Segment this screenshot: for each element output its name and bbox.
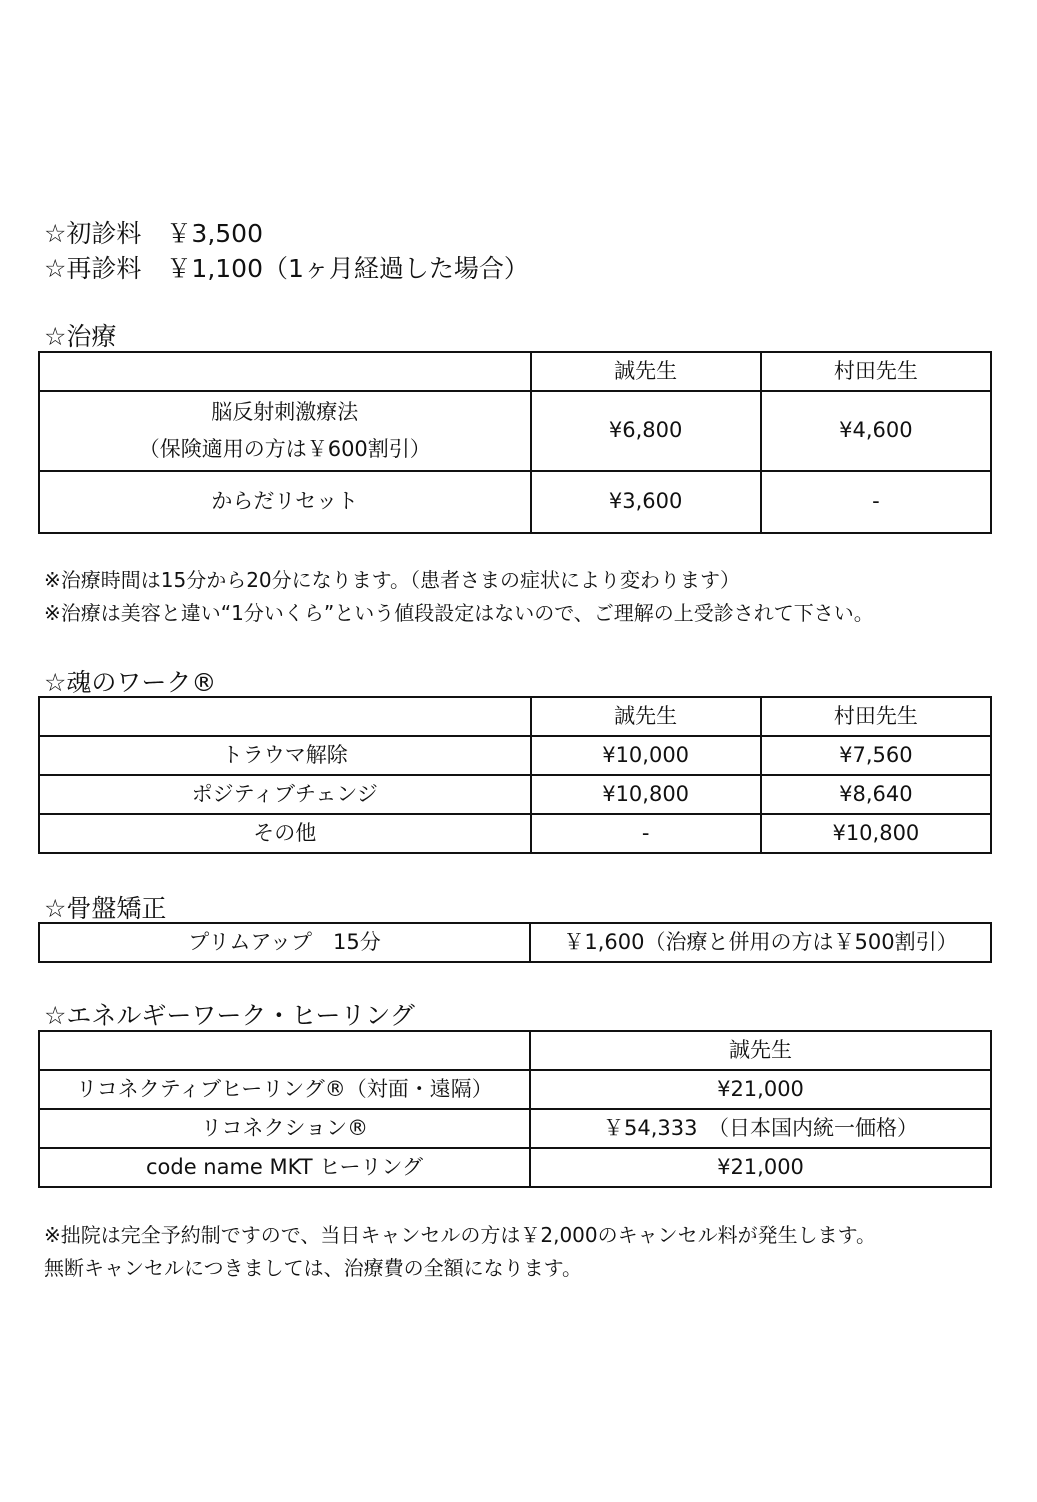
table-row	[39, 391, 991, 471]
energy-name: リコネクション®	[39, 1109, 530, 1148]
header-cell-makoto: 誠先生	[530, 1031, 991, 1070]
table-header-row	[39, 1031, 991, 1070]
soul-work-heading: ☆魂のワーク®	[44, 668, 217, 697]
energy-price: ¥21,000	[530, 1148, 991, 1187]
treatment-name-line2: （保険適用の方は￥600割引）	[138, 437, 431, 461]
energy-price: ￥54,333 （日本国内統一価格）	[530, 1109, 991, 1148]
soul-work-name: その他	[39, 814, 531, 853]
header-cell-murata: 村田先生	[761, 352, 991, 391]
table-header-row	[39, 697, 991, 736]
first-visit-fee: ☆初診料 ￥3,500	[44, 219, 263, 248]
table-row	[39, 471, 991, 533]
table-row	[39, 775, 991, 814]
soul-work-table	[38, 696, 992, 854]
energy-heading: ☆エネルギーワーク・ヒーリング	[44, 1001, 415, 1030]
pelvis-price: ￥1,600（治療と併用の方は￥500割引）	[530, 923, 991, 962]
table-row	[39, 736, 991, 775]
treatment-name-line1: 脳反射刺激療法	[211, 399, 359, 424]
table-row	[39, 1109, 991, 1148]
no-show-note: 無断キャンセルにつきましては、治療費の全額になります。	[44, 1256, 582, 1280]
price-murata: ¥10,800	[761, 814, 991, 853]
pelvis-heading: ☆骨盤矯正	[44, 894, 167, 923]
treatment-table	[38, 351, 992, 534]
treatment-note-2: ※治療は美容と違い“1分いくら”という値段設定はないので、ご理解の上受診されて下さい。	[44, 601, 874, 625]
energy-price: ¥21,000	[530, 1070, 991, 1109]
header-cell-empty	[39, 697, 531, 736]
return-visit-fee: ☆再診料 ￥1,100（1ヶ月経過した場合）	[44, 254, 529, 283]
energy-name: リコネクティブヒーリング®（対面・遠隔）	[39, 1070, 530, 1109]
price-murata: -	[761, 471, 991, 533]
table-row	[39, 814, 991, 853]
treatment-name: からだリセット	[39, 471, 531, 533]
price-murata: ¥7,560	[761, 736, 991, 775]
energy-name: code name MKT ヒーリング	[39, 1148, 530, 1187]
price-murata: ¥8,640	[761, 775, 991, 814]
header-cell-empty	[39, 352, 531, 391]
soul-work-name: ポジティブチェンジ	[39, 775, 531, 814]
pelvis-table	[38, 922, 992, 963]
price-murata: ¥4,600	[761, 391, 991, 471]
treatment-name	[39, 391, 531, 471]
header-cell-makoto: 誠先生	[531, 697, 761, 736]
cancellation-note: ※拙院は完全予約制ですので、当日キャンセルの方は￥2,000のキャンセル料が発生します。	[44, 1223, 877, 1247]
soul-work-name: トラウマ解除	[39, 736, 531, 775]
pelvis-name: プリムアップ 15分	[39, 923, 530, 962]
table-row	[39, 923, 991, 962]
table-row	[39, 1148, 991, 1187]
table-header-row	[39, 352, 991, 391]
table-row	[39, 1070, 991, 1109]
treatment-heading: ☆治療	[44, 322, 117, 351]
price-makoto: -	[531, 814, 761, 853]
header-cell-makoto: 誠先生	[531, 352, 761, 391]
header-cell-empty	[39, 1031, 530, 1070]
price-makoto: ¥3,600	[531, 471, 761, 533]
header-cell-murata: 村田先生	[761, 697, 991, 736]
treatment-note-1: ※治療時間は15分から20分になります。（患者さまの症状により変わります）	[44, 568, 741, 592]
energy-table	[38, 1030, 992, 1188]
price-makoto: ¥10,800	[531, 775, 761, 814]
price-makoto: ¥6,800	[531, 391, 761, 471]
price-makoto: ¥10,000	[531, 736, 761, 775]
